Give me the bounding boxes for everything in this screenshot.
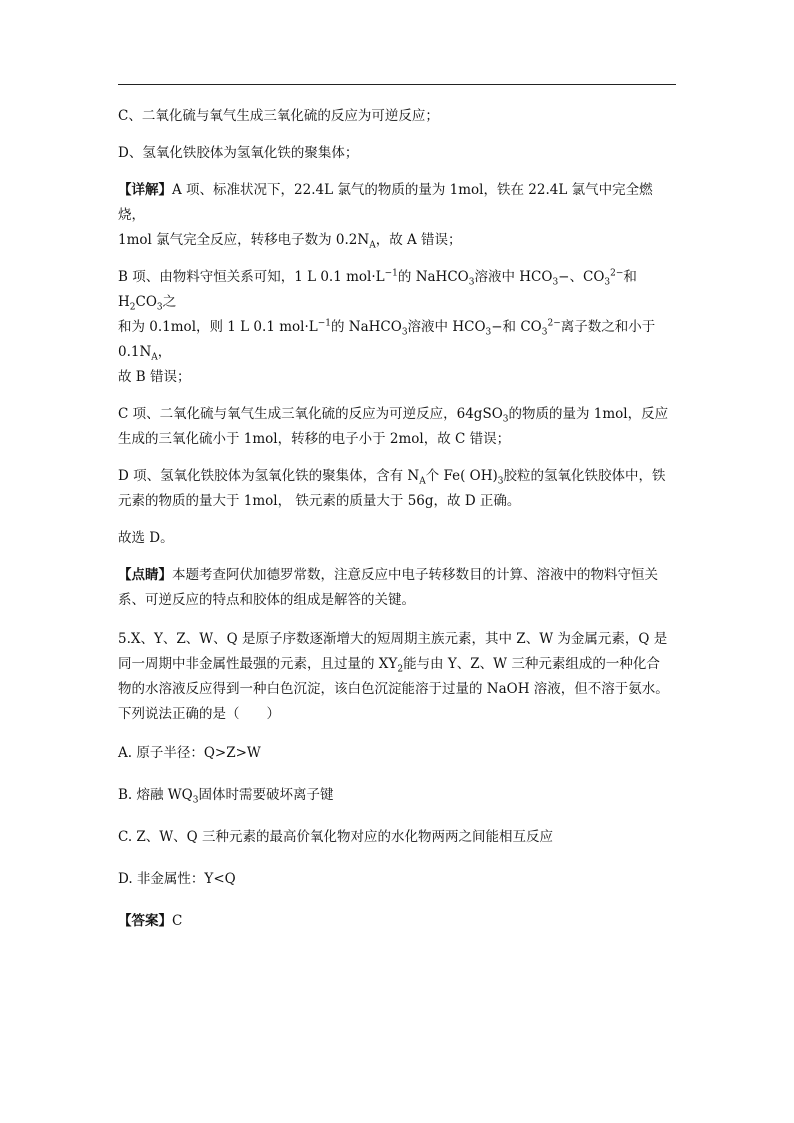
key-point-paragraph: 【点睛】本题考查阿伏加德罗常数，注意反应中电子转移数目的计算、溶液中的物料守恒关 系、可逆反应的特点和胶体的组成是解答的关键。 [118, 567, 658, 608]
document-body [118, 104, 678, 951]
header-rule [118, 84, 676, 85]
option-b: B. 熔融 $WQ_3$固体时需要破坏离子键 [118, 787, 334, 806]
analysis-line-c: C、二氧化硫与氧气生成三氧化硫的反应为可逆反应； [118, 108, 439, 124]
answer-label: 【答案】 [118, 913, 172, 929]
question-5-stem: 5.X、Y、Z、W、Q 是原子序数逐渐增大的短周期主族元素，其中 Z、W 为金属元素，Q 是 同一周期中非金属性最强的元素，且过量的 $XY_2$能与由 Y、Z、W 三种元素组成的一种化合 物的水溶液反应得到一种白色沉淀，该白色沉淀能溶于过量的 NaOH 溶液，但不溶于氨水。 下列说法正确的是（ ） [118, 631, 669, 722]
detail-paragraph-d: D 项、氢氧化铁胶体为氢氧化铁的聚集体，含有 $N_A$个 Fe( $OH)_3$胶粒的氢氧化铁胶体中，铁 元素的物质的量大于 1mol， 铁元素的质量大于 56g，故 D 正确。 [118, 468, 666, 509]
analysis-line-d: D、氢氧化铁胶体为氢氧化铁的聚集体； [118, 145, 359, 161]
option-d: D. 非金属性：Y<Q [118, 871, 236, 887]
detail-paragraph-b: B 项、由物料守恒关系可知，1 L 0.1 $mol\cdot L^{-1}$的 NaHCO$_3$溶液中 $HCO_3-$、$CO_3^{2-}$和 $H_2CO_3$之 和为 0.1mol，则 1 L 0.1 $mol\cdot L^{-1}$的 NaHCO$_3$溶液中 $HCO_3-$和 $CO_3^{2-}$离子数之和小于 $0.1N_A$， 故 B 错误； [118, 268, 656, 385]
answer-line [118, 909, 678, 934]
option-a: A. 原子半径：Q>Z>W [118, 745, 261, 761]
detail-label: 【详解】 [118, 182, 172, 198]
detail-paragraph-a: 【详解】A 项、标准状况下，22.4L 氯气的物质的量为 1mol，铁在 22.4L 氯气中完全燃烧， 1mol 氯气完全反应，转移电子数为 $0.2N_A$，故 A 错误； [118, 182, 653, 251]
answer-value: C [172, 913, 183, 929]
option-c: C. Z、W、Q 三种元素的最高价氧化物对应的水化物两两之间能相互反应 [118, 829, 554, 845]
detail-paragraph-c: C 项、二氧化硫与氧气生成三氧化硫的反应为可逆反应，64gSO$_3$的物质的量为 1mol，反应 生成的三氧化硫小于 1mol，转移的电子小于 2mol，故 C 错误； [118, 406, 669, 447]
key-point-label: 【点睛】 [118, 567, 172, 583]
conclusion-line: 故选 D。 [118, 530, 174, 546]
